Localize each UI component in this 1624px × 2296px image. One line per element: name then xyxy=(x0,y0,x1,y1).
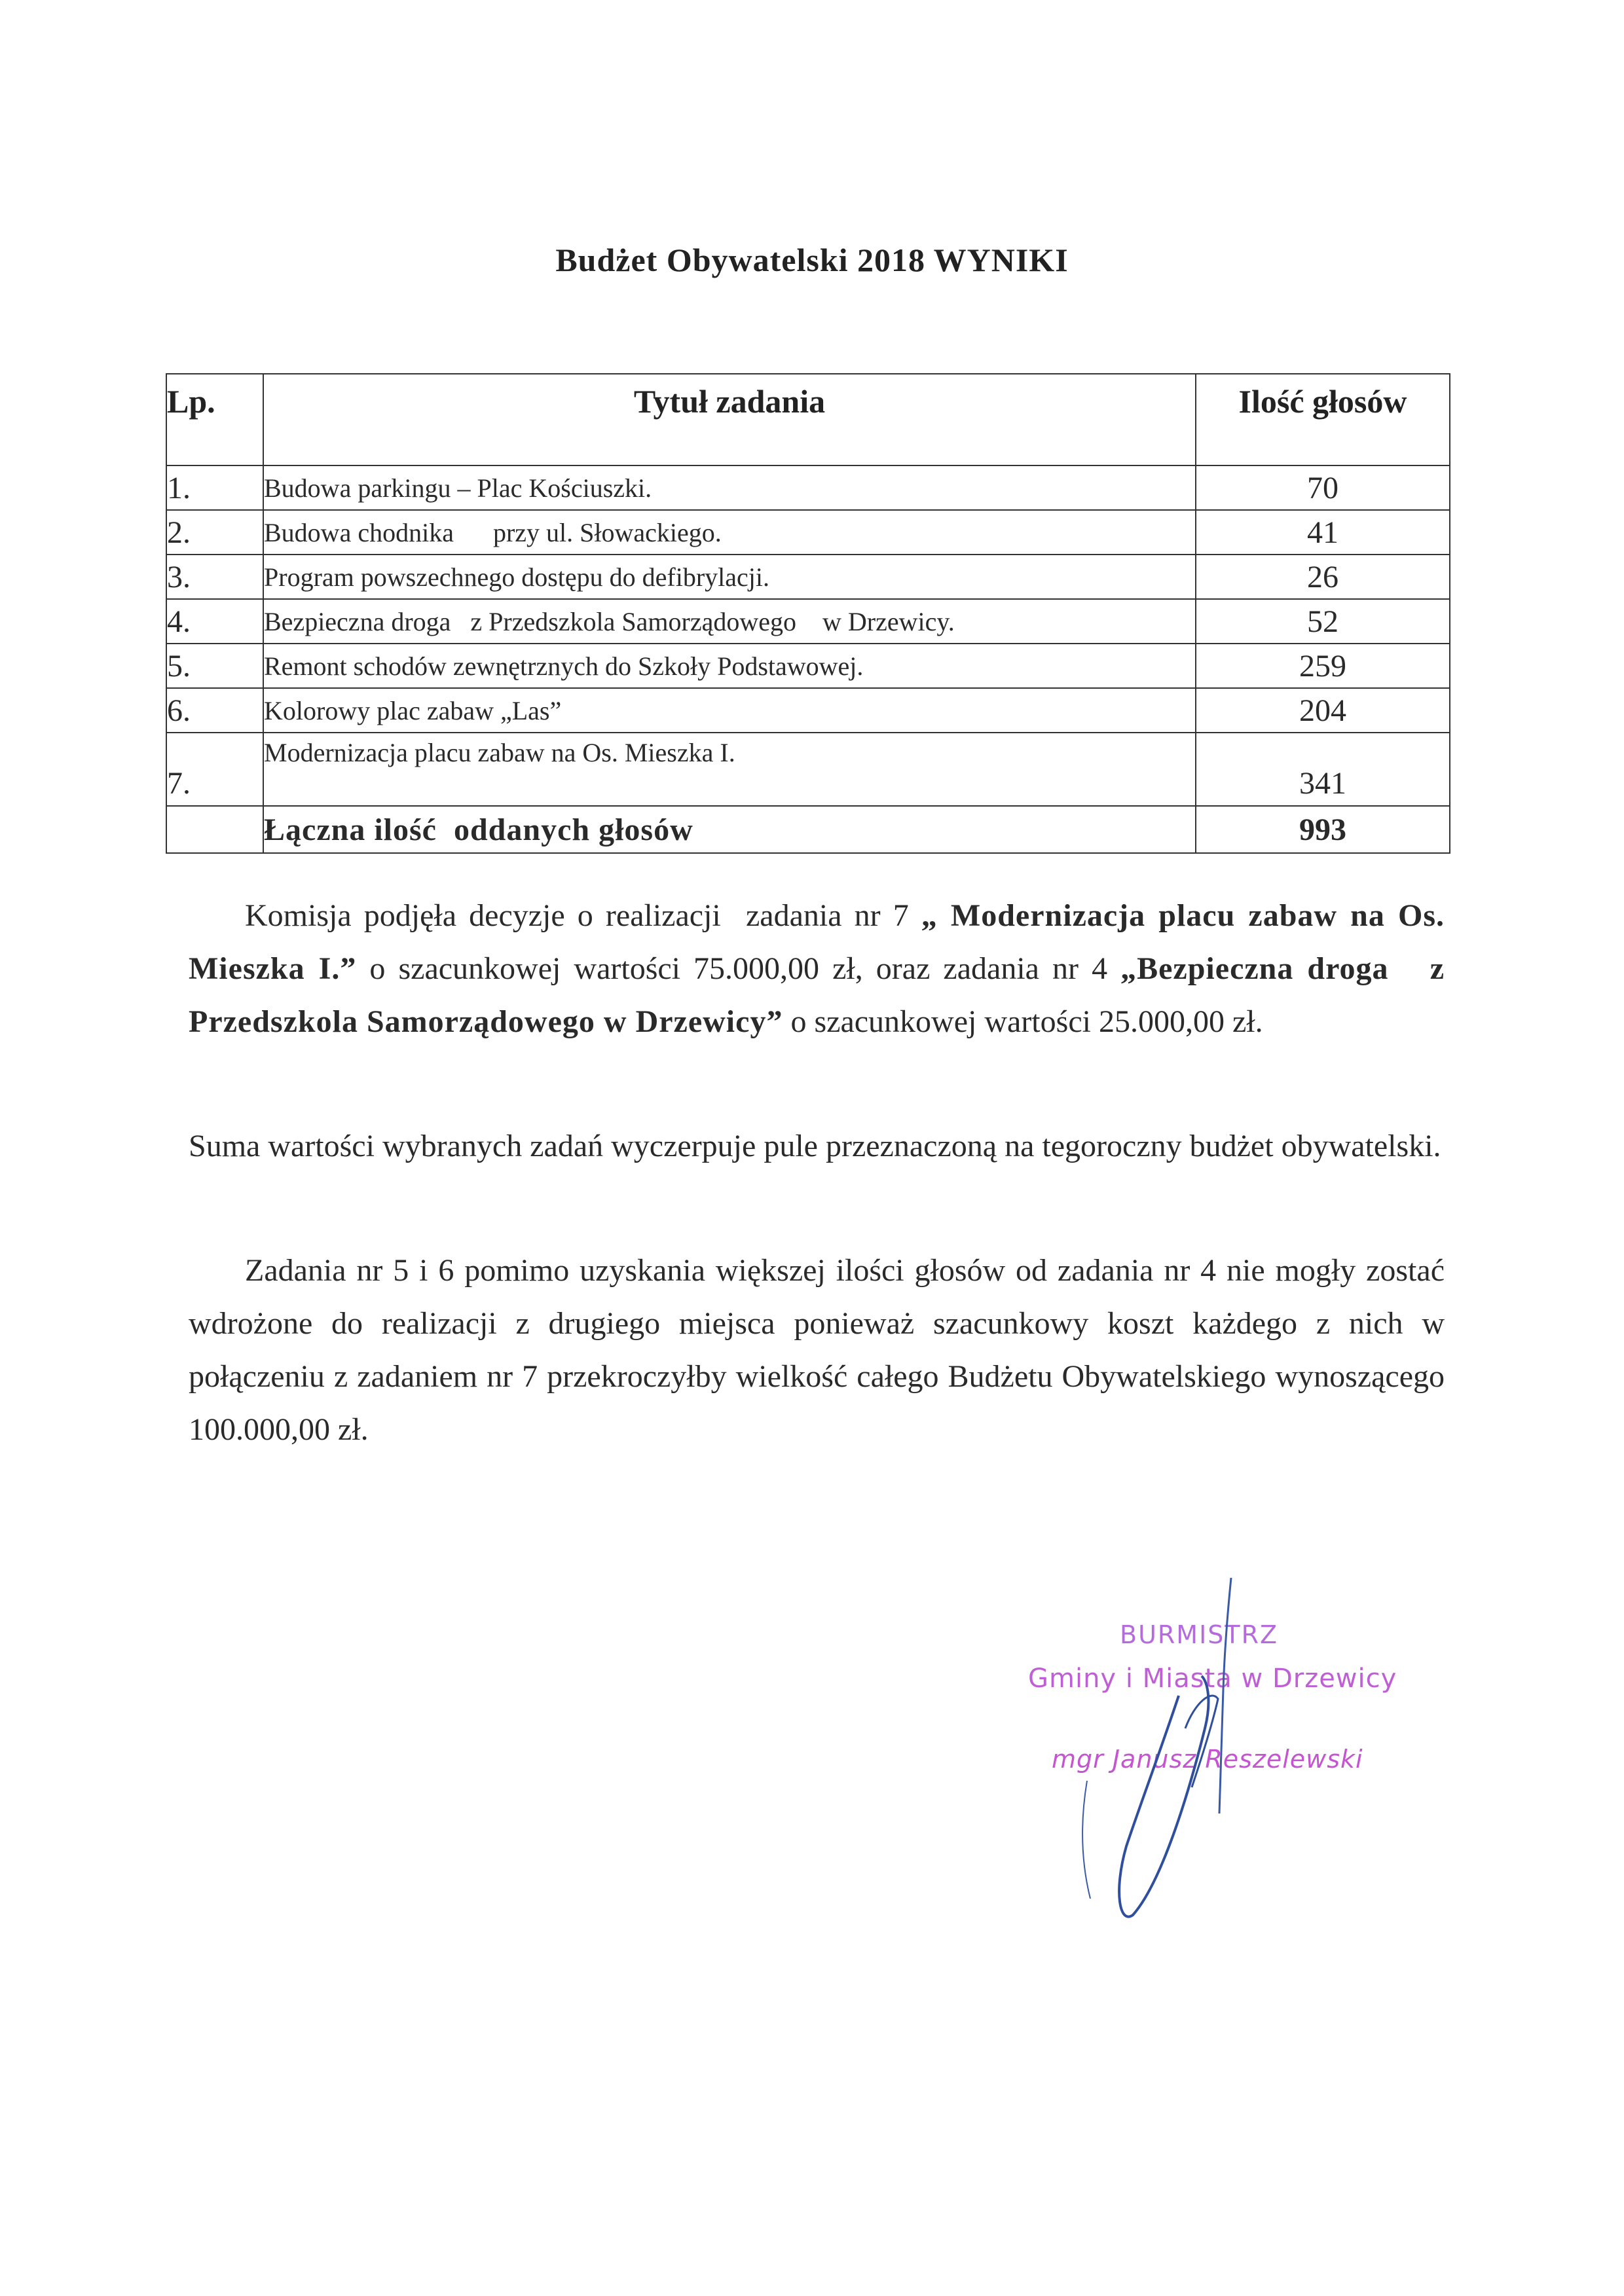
decision-text-1: Komisja podjęła decyzje o realizacji zadania nr 7 xyxy=(245,898,921,933)
row-task-title: Remont schodów zewnętrznych do Szkoły Podstawowej. xyxy=(263,644,1196,688)
row-number: 2. xyxy=(166,510,263,555)
decision-task-7-title: „ Modernizacja placu zabaw na Os. Mieszka I.” xyxy=(189,898,1445,986)
table-total-row xyxy=(166,806,1450,853)
stamp-office: Gminy i Miasta w Drzewicy xyxy=(1028,1664,1397,1694)
stamp-name: mgr Janusz Reszelewski xyxy=(1052,1745,1363,1774)
decision-paragraph xyxy=(189,889,1453,1048)
row-votes: 70 xyxy=(1196,465,1450,510)
stamp-title: BURMISTRZ xyxy=(1120,1620,1279,1649)
table-row xyxy=(166,510,1450,555)
row-votes: 259 xyxy=(1196,644,1450,688)
table-row xyxy=(166,599,1450,644)
row-number: 5. xyxy=(166,644,263,688)
table-row xyxy=(166,688,1450,733)
row-votes: 26 xyxy=(1196,555,1450,599)
explanation-paragraph: Zadania nr 5 i 6 pomimo uzyskania większej ilości głosów od zadania nr 4 nie mogły zostać wdrożone do realizacji z drugiego miejsca ponieważ szacunkowy koszt każdego z nich w połączeniu z zadaniem nr 7 przekroczyłby wielkość całego Budżetu Obywatelskiego wynoszącego 100.000,00 zł. xyxy=(189,1253,1445,1447)
row-task-title: Kolorowy plac zabaw „Las” xyxy=(263,688,1196,733)
total-votes: 993 xyxy=(1196,806,1450,853)
row-number: 3. xyxy=(166,555,263,599)
row-task-title: Budowa chodnika przy ul. Słowackiego. xyxy=(263,510,1196,555)
row-task-title: Program powszechnego dostępu do defibrylacji. xyxy=(263,555,1196,599)
header-lp: Lp. xyxy=(166,374,263,465)
budget-sum-paragraph: Suma wartości wybranych zadań wyczerpuje pule przeznaczoną na tegoroczny budżet obywatelski. xyxy=(189,1129,1441,1163)
handwritten-signature xyxy=(1015,1558,1264,1951)
row-number: 4. xyxy=(166,599,263,644)
document-title: Budżet Obywatelski 2018 WYNIKI xyxy=(555,242,1069,278)
row-number: 6. xyxy=(166,688,263,733)
decision-text-2: o szacunkowej wartości 75.000,00 zł, oraz zadania nr 4 xyxy=(356,951,1121,986)
total-empty-cell xyxy=(166,806,263,853)
row-number: 1. xyxy=(166,465,263,510)
row-task-title: Modernizacja placu zabaw na Os. Mieszka I. xyxy=(263,733,1196,806)
row-votes: 41 xyxy=(1196,510,1450,555)
header-task-title: Tytuł zadania xyxy=(263,374,1196,465)
table-header-row xyxy=(166,374,1450,465)
decision-task-4-title: „Bezpieczna droga z Przedszkola Samorządowego w Drzewicy” xyxy=(189,951,1453,1039)
row-number: 7. xyxy=(166,733,263,806)
row-votes: 341 xyxy=(1196,733,1450,806)
header-votes: Ilość głosów xyxy=(1196,374,1450,465)
row-votes: 52 xyxy=(1196,599,1450,644)
row-task-title: Bezpieczna droga z Przedszkola Samorządowego w Drzewicy. xyxy=(263,599,1196,644)
decision-text-3: o szacunkowej wartości 25.000,00 zł. xyxy=(783,1004,1263,1039)
row-votes: 204 xyxy=(1196,688,1450,733)
total-label: Łączna ilość oddanych głosów xyxy=(263,806,1196,853)
row-task-title: Budowa parkingu – Plac Kościuszki. xyxy=(263,465,1196,510)
results-table xyxy=(166,373,1450,854)
table-row xyxy=(166,465,1450,510)
table-row xyxy=(166,555,1450,599)
table-row xyxy=(166,644,1450,688)
table-row xyxy=(166,733,1450,806)
